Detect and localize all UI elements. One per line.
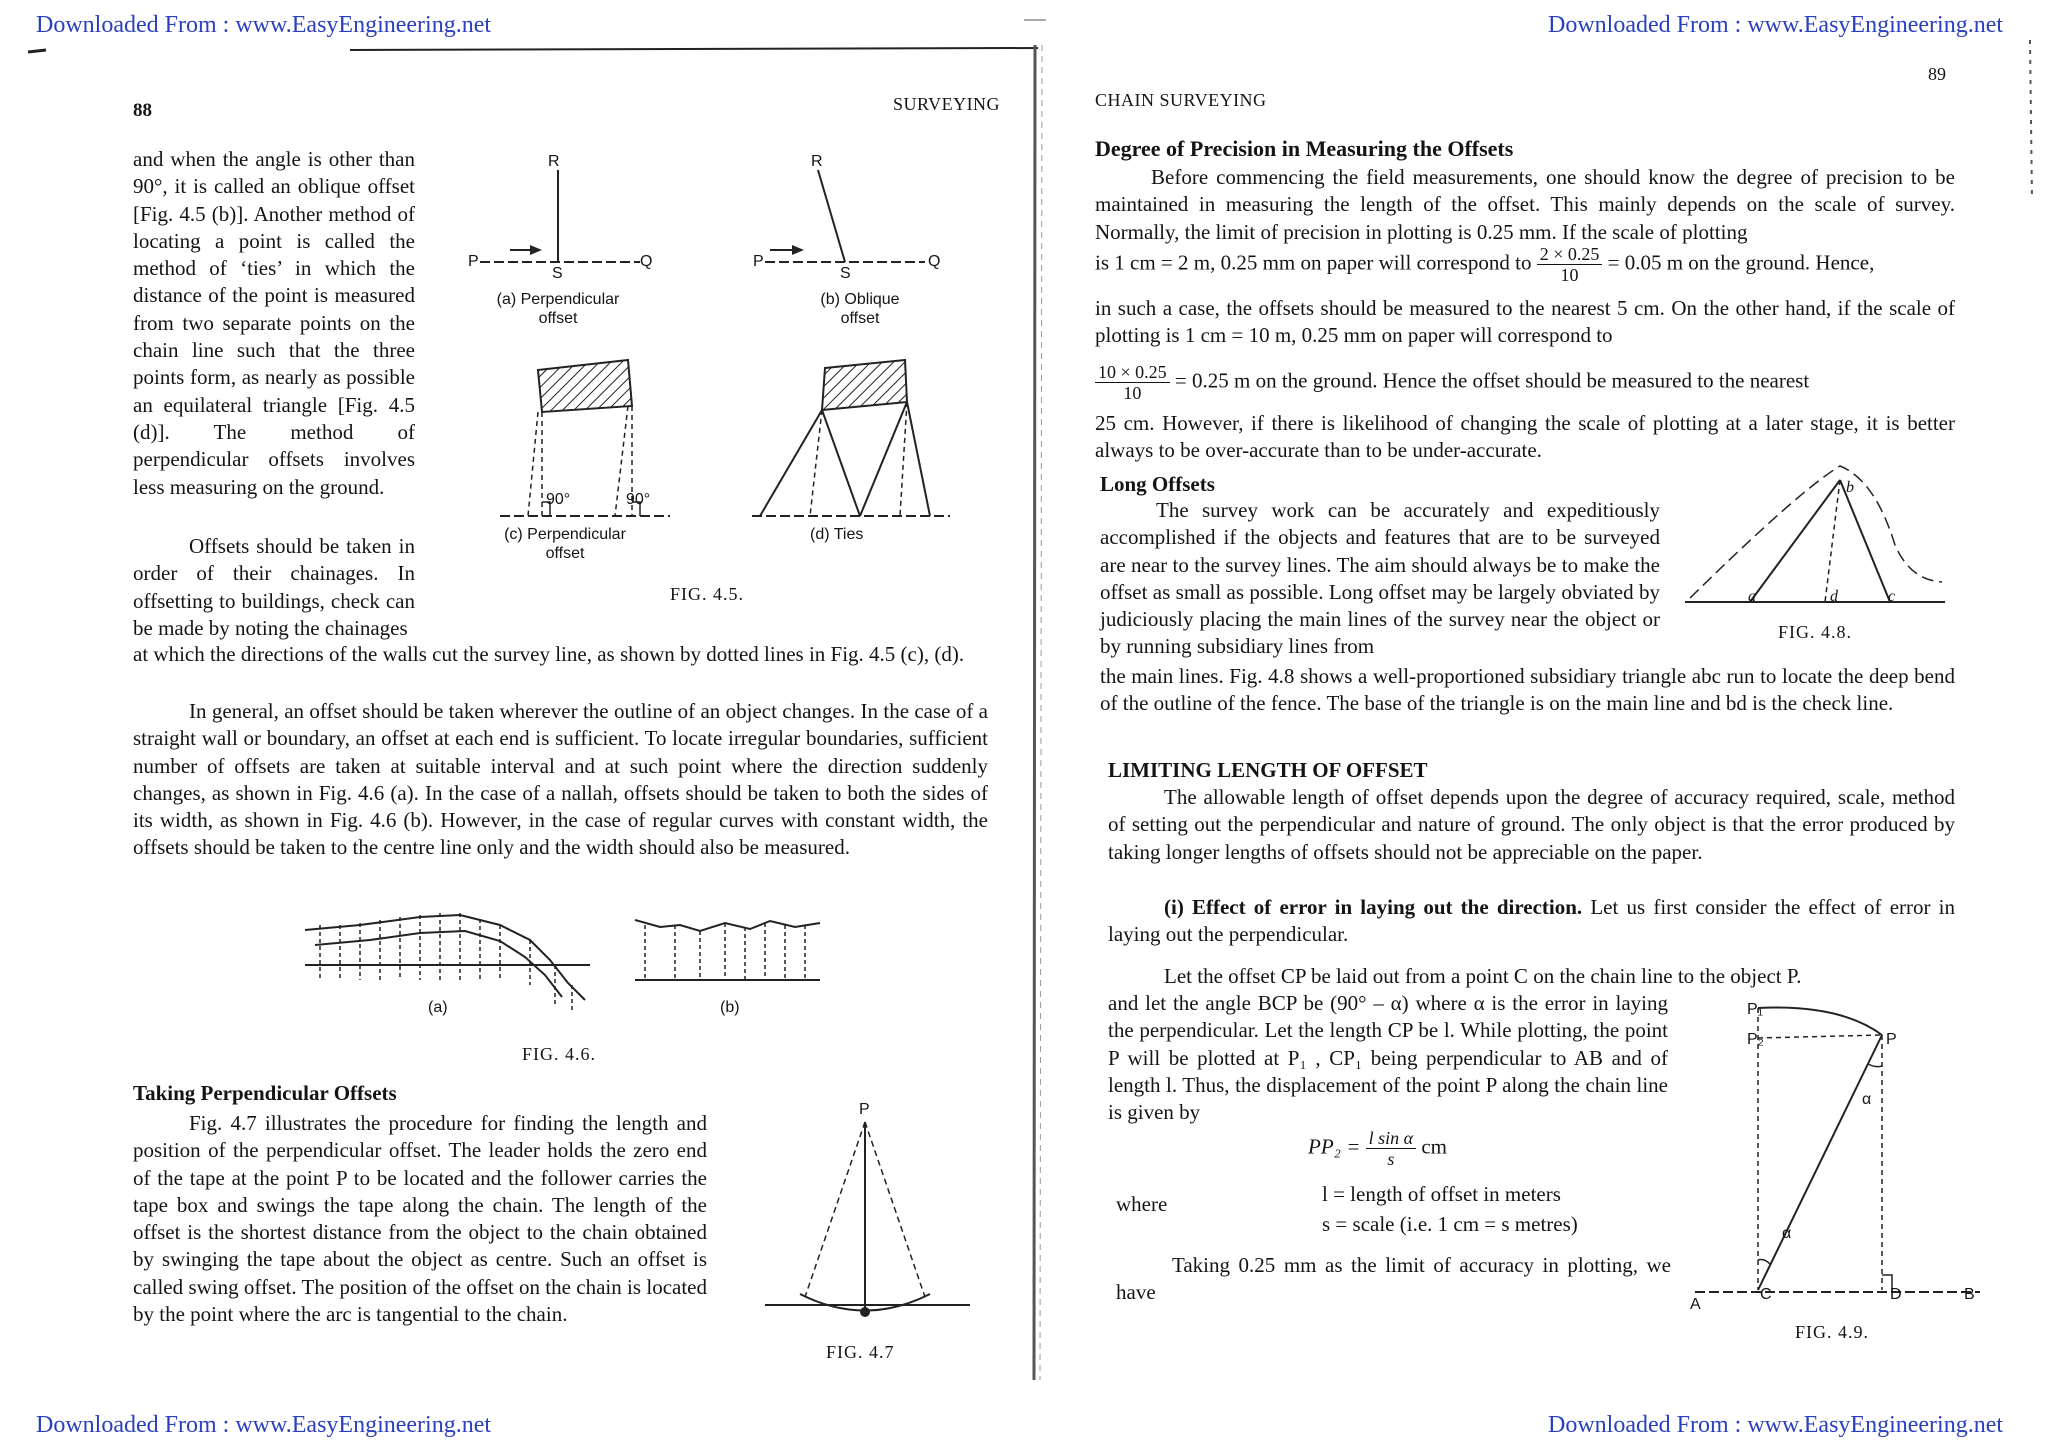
effect-para: [1108, 894, 1955, 949]
heading-limiting-length: LIMITING LENGTH OF OFFSET: [1108, 758, 1428, 782]
precision-text-2a: is 1 cm = 2 m, 0.25 mm on paper will correspond to: [1095, 250, 1532, 275]
precision-text-3: in such a case, the offsets should be measured to the nearest 5 cm. On the other hand, if the scale of plotting is 1 cm = 10 m, 0.25 mm on paper will correspond to: [1095, 296, 1955, 348]
fig45-label-P1: P: [468, 253, 479, 270]
intro-column: [133, 146, 415, 501]
fig46-title: FIG. 4.6.: [522, 1044, 597, 1064]
let-offset-text: Let the offset CP be laid out from a point C on the chain line to the object P.: [1164, 964, 1802, 988]
fig49-label-P: P: [1886, 1031, 1897, 1048]
offsets-column: [133, 533, 415, 642]
fig47-label-P: P: [859, 1101, 870, 1118]
fig49-title: FIG. 4.9.: [1795, 1322, 1870, 1342]
fig46-caption-b: (b): [720, 999, 740, 1016]
precision-line-4: [1095, 362, 1955, 403]
fig49-label-P1: P₁: [1747, 1001, 1764, 1018]
precision-line-2: [1095, 244, 1955, 285]
taking-text: Taking 0.25 mm as the limit of accuracy in plotting, we have: [1116, 1253, 1671, 1305]
general-text: In general, an offset should be taken wherever the outline of an object changes. In the case of a straight wall or boundary, an offset at each end is sufficient. To locate irregular boundaries, sufficient number of offsets are taken at suitable interval and at such point where the direction suddenly changes, as shown in Fig. 4.6 (a). In the case of a nallah, offsets should be taken to both the sides of its width, as shown in Fig. 4.6 (b). However, in the case of regular curves with constant width, the offsets should be taken to the centre line only and the width should also be measured.: [133, 699, 988, 860]
general-para: [133, 698, 988, 862]
fig45-label-Q2: Q: [928, 253, 941, 270]
fig48-label-d: d: [1830, 588, 1838, 605]
fig-4-7-diagram: [760, 1112, 980, 1342]
download-link-bottom-left[interactable]: Downloaded From : www.EasyEngineering.net: [36, 1412, 492, 1438]
formula-pp2: [1308, 1128, 1447, 1169]
long-cont-text: the main lines. Fig. 4.8 shows a well-proportioned subsidiary triangle abc run to locate the deep bend of the outline of the fence. The base of the triangle is on the main line and bd is the check line.: [1100, 664, 1955, 716]
fig46-caption-a: (a): [428, 999, 448, 1016]
precision-text-4a: = 0.25 m on the ground. Hence the offset should be measured to the nearest: [1174, 368, 1810, 393]
fig45-angle-2: 90°: [626, 491, 651, 508]
precision-text-1: Before commencing the field measurements, one should know the degree of precision to be maintained in measuring the length of the offset. This mainly depends on the scale of survey. Normally, the limit of precision in plotting is 0.25 mm. If the scale of plotting: [1095, 165, 1955, 244]
offsets-text: Offsets should be taken in order of their chainages. In offsetting to buildings, check can be made by noting the chainages: [133, 534, 415, 640]
formula-den: s: [1387, 1149, 1395, 1169]
fig45-label-S2: S: [840, 265, 851, 282]
intro-text: and when the angle is other than 90°, it is called an oblique offset [Fig. 4.5 (b)]. Another method of locating a point is called the method of ‘ties’ in which the distance of the point is measured from two separate points on the chain line such that the three points form, as nearly as possible an equilateral triangle [Fig. 4.5 (d)]. The method of perpendicular offsets involves less measuring on the ground.: [133, 147, 415, 499]
fig45-label-R1: R: [548, 153, 560, 170]
precision-text-5: 25 cm. However, if there is likelihood of changing the scale of plotting at a later stage, it is better always to be over-accurate than to be under-accurate.: [1095, 411, 1955, 463]
let-offset-para: [1108, 963, 1955, 990]
where-label: where: [1116, 1192, 1168, 1216]
fig49-label-C: C: [1760, 1286, 1772, 1303]
perp-text: Fig. 4.7 illustrates the procedure for finding the length and position of the perpendicular offset. The leader holds the zero end of the tape at the point P to be located and the follower carries the tape box and swings the tape along the chain. The length of the offset is the shortest distance from the object to the chain obtained by swinging the tape about the object as centre. Such an offset is called swing offset. The position of the offset on the chain is located by the point where the arc is tangential to the chain.: [133, 1111, 707, 1327]
fig48-title: FIG. 4.8.: [1778, 622, 1853, 642]
where-l: l = length of offset in meters: [1322, 1182, 1561, 1206]
limit-text: The allowable length of offset depends upon the degree of accuracy required, scale, method of setting out the perpendicular and nature of ground. The only object is that the error produced by taking longer lengths of offsets should not be appreciable on the paper.: [1108, 785, 1955, 864]
fig49-label-alpha2: α: [1782, 1225, 1792, 1242]
taking-para: [1116, 1252, 1671, 1307]
fraction-2-num: 10 × 0.25: [1095, 362, 1170, 383]
fig45-label-P2: P: [753, 253, 764, 270]
download-link-bottom-right[interactable]: Downloaded From : www.EasyEngineering.net: [1548, 1412, 2004, 1438]
fig49-label-P2: P₂: [1747, 1031, 1764, 1048]
download-link-top-right[interactable]: Downloaded From : www.EasyEngineering.net: [1548, 12, 2004, 38]
download-link-top-left[interactable]: Downloaded From : www.EasyEngineering.net: [36, 12, 492, 38]
fig45-label-S1: S: [552, 265, 563, 282]
fraction-2-den: 10: [1123, 383, 1142, 403]
fig49-label-D: D: [1890, 1286, 1902, 1303]
fig-4-6-diagram: [300, 905, 830, 1015]
running-head-left: SURVEYING: [893, 94, 1001, 114]
fig45-caption-c: (c) Perpendicular offset: [504, 526, 626, 562]
limit-para: [1108, 784, 1955, 866]
fraction-1: [1537, 244, 1603, 285]
fig49-label-alpha1: α: [1862, 1091, 1872, 1108]
running-head-right: CHAIN SURVEYING: [1095, 90, 1267, 110]
page-number-left: 88: [133, 100, 152, 121]
effect-text: Let us first consider the effect of error in laying out the perpendicular.: [1108, 895, 1956, 947]
formula-fraction: [1366, 1128, 1416, 1169]
fig49-label-B: B: [1964, 1286, 1975, 1303]
fraction-2: [1095, 362, 1170, 403]
fig45-caption-d: (d) Ties: [810, 526, 864, 543]
fraction-1-num: 2 × 0.25: [1537, 244, 1603, 265]
long-cont-para: [1100, 663, 1955, 718]
heading-degree-precision: Degree of Precision in Measuring the Offsets: [1095, 136, 1514, 161]
formula-lhs: PP₂ =: [1308, 1134, 1361, 1159]
fig45-label-Q1: Q: [640, 253, 653, 270]
long-text: The survey work can be accurately and expeditiously accomplished if the objects and features that are to be surveyed are near to the survey lines. The aim should always be to make the offset as small as possible. Long offset may be largely obviated by judiciously placing the main lines of the survey near the object or by running subsidiary lines from: [1100, 498, 1660, 659]
precision-text-2b: = 0.05 m on the ground. Hence,: [1607, 250, 1875, 275]
page-number-right: 89: [1928, 64, 1946, 84]
precision-para: [1095, 164, 1955, 246]
heading-long-offsets: Long Offsets: [1100, 472, 1215, 496]
let-para: [1108, 990, 1668, 1126]
fig47-title: FIG. 4.7: [826, 1342, 895, 1362]
heading-perpendicular-offsets: Taking Perpendicular Offsets: [133, 1081, 397, 1105]
effect-line: [1108, 894, 1955, 949]
fig48-label-c: c: [1888, 588, 1896, 605]
formula-unit: cm: [1421, 1134, 1448, 1159]
fig-4-8-diagram: [1680, 450, 1950, 610]
precision-para-3: [1095, 295, 1955, 350]
formula-num: l sin α: [1366, 1128, 1416, 1149]
perp-para: [133, 1110, 707, 1328]
let-text: and let the angle BCP be (90° – α) where α is the error in laying the perpendicular. Let the length CP be l. While plotting, the point P will be plotted at P₁ , CP₁ being perpendicular to AB and of length l. Thus, the displacement of the point P along the chain line is given by: [1108, 991, 1668, 1125]
fig48-label-a: a: [1748, 588, 1756, 605]
fig-4-5-diagram: [460, 150, 960, 550]
fig45-label-R2: R: [811, 153, 823, 170]
fraction-1-den: 10: [1560, 265, 1579, 285]
fig-4-9-diagram: [1690, 990, 1990, 1320]
long-para: [1100, 497, 1660, 661]
fig45-caption-a: (a) Perpendicular offset: [496, 291, 620, 327]
fig45-caption-b: (b) Oblique offset: [820, 291, 900, 327]
fig48-label-b: b: [1846, 479, 1854, 496]
continuation-para: [133, 641, 988, 668]
fig49-label-A: A: [1690, 1296, 1701, 1313]
fig45-title: FIG. 4.5.: [670, 584, 745, 604]
where-s: s = scale (i.e. 1 cm = s metres): [1322, 1212, 1578, 1236]
continuation-text: at which the directions of the walls cut the survey line, as shown by dotted lines in Fig. 4.5 (c), (d).: [133, 642, 965, 666]
fig45-angle-1: 90°: [546, 491, 571, 508]
effect-heading: (i) Effect of error in laying out the direction.: [1164, 895, 1583, 919]
